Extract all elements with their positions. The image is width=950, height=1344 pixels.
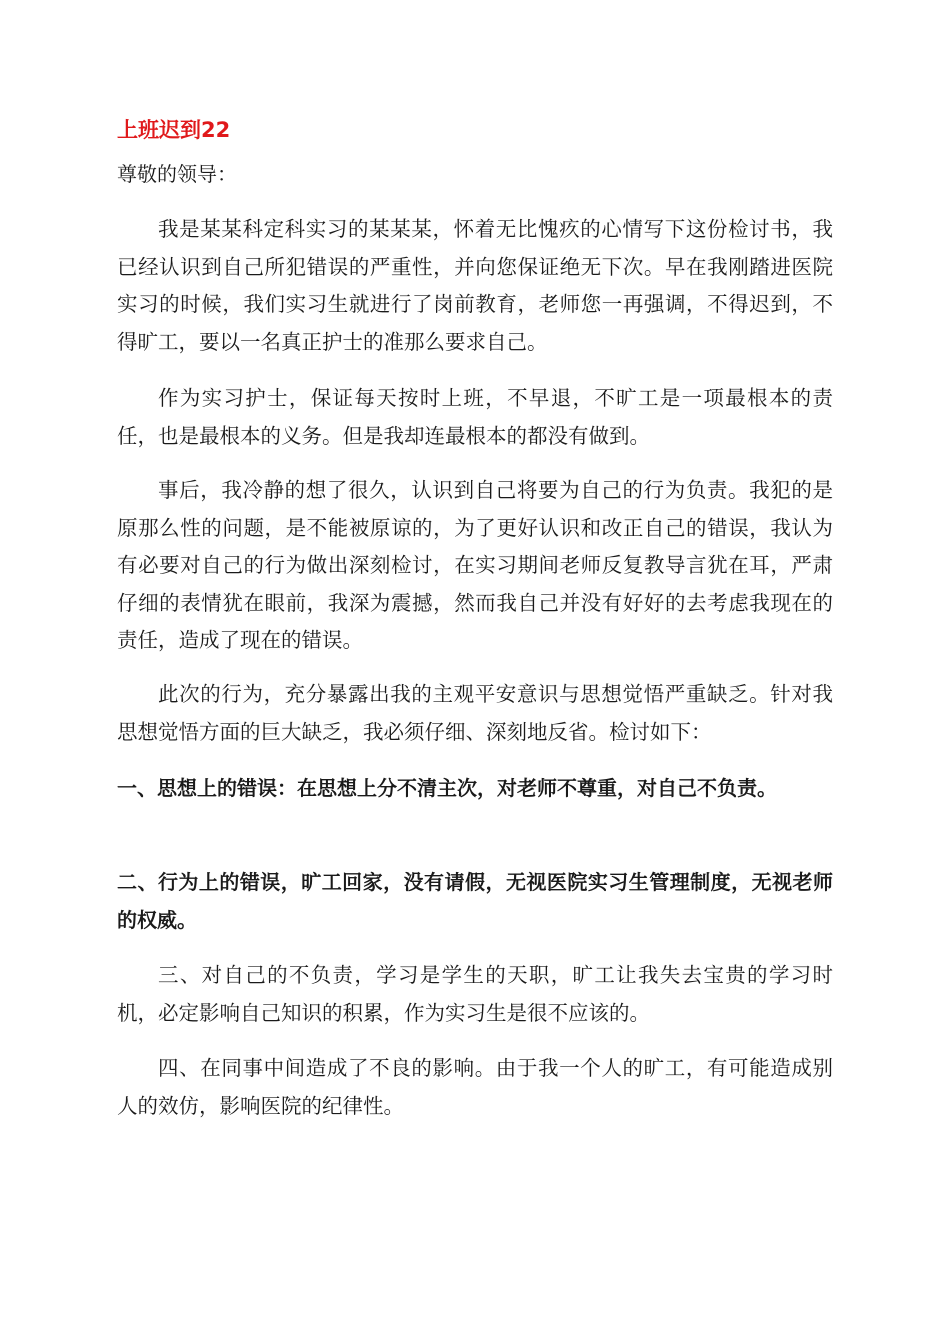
paragraph-point-one: 一、思想上的错误：在思想上分不清主次，对老师不尊重，对自己不负责。: [117, 776, 777, 800]
paragraph-responsibility: 作为实习护士，保证每天按时上班，不早退，不旷工是一项最根本的责任，也是最根本的义务。但是我却连最根本的都没有做到。: [117, 386, 833, 448]
salutation: 尊敬的领导：: [117, 162, 237, 186]
paragraph-point-three: 三、对自己的不负责，学习是学生的天职，旷工让我失去宝贵的学习时机，必定影响自己知识的积累，作为实习生是很不应该的。: [117, 963, 833, 1025]
paragraph-point-four: 四、在同事中间造成了不良的影响。由于我一个人的旷工，有可能造成别人的效仿，影响医院的纪律性。: [117, 1056, 833, 1118]
paragraph-exposure: 此次的行为，充分暴露出我的主观平安意识与思想觉悟严重缺乏。针对我思想觉悟方面的巨大缺乏，我必须仔细、深刻地反省。检讨如下：: [117, 682, 833, 744]
paragraph-intro: 我是某某科定科实习的某某某，怀着无比愧疚的心情写下这份检讨书，我已经认识到自己所犯错误的严重性，并向您保证绝无下次。早在我刚踏进医院实习的时候，我们实习生就进行了岗前教育，老师您一再强调，不得迟到，不得旷工，要以一名真正护士的准那么要求自己。: [117, 217, 833, 354]
paragraph-point-two: 二、行为上的错误，旷工回家，没有请假，无视医院实习生管理制度，无视老师的权威。: [117, 870, 833, 932]
paragraph-reflection: 事后，我冷静的想了很久，认识到自己将要为自己的行为负责。我犯的是原那么性的问题，是不能被原谅的，为了更好认识和改正自己的错误，我认为有必要对自己的行为做出深刻检讨，在实习期间老师反复教导言犹在耳，严肃仔细的表情犹在眼前，我深为震撼，然而我自己并没有好好的去考虑我现在的责任，造成了现在的错误。: [117, 478, 833, 652]
document-title: 上班迟到22: [117, 118, 231, 142]
